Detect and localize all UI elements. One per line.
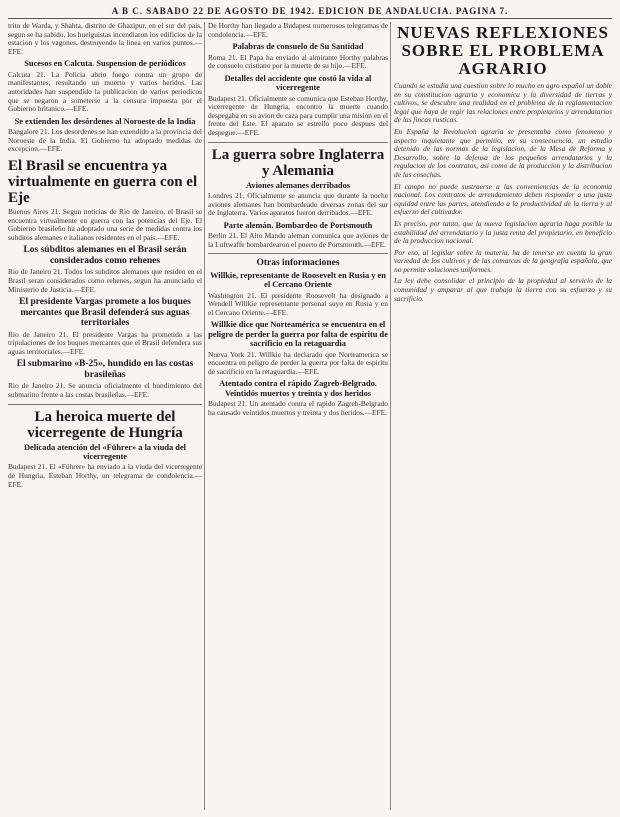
article-text: Rio de Janeiro 21. El presidente Vargas ha prometido a las tripulaciones de los buques mercantes que el Brasil defendera sus aguas territoriales.—EFE.: [8, 329, 202, 356]
article-text: Berlin 21. El Alto Mando aleman comunica que aviones de la Luftwaffe bombardearon el puerto de Portsmouth.—EFE.: [208, 231, 388, 249]
column-3: [394, 22, 612, 810]
page-title: NUEVAS REFLEXIONES SOBRE EL PROBLEMA AGRARIO: [397, 23, 609, 78]
article-text: De Horthy han llegado a Budapest numerosos telegramas de condolencia.—EFE.: [208, 22, 388, 39]
headline: La heroica muerte del vicerregente de Hungría: [27, 408, 183, 441]
headline: Detalles del accidente que costó la vida al vicerregente: [224, 73, 372, 93]
headline: El submarino «B-25», hundido en las costas brasileñas: [16, 359, 194, 380]
article-text: Buenos Aires 21. Segun noticias de Rio de Janeiro, el Brasil se encuentra virtualmente en guerra con las potencias del Eje. El Gobierno brasileño ha adoptado una serie de medidas contra los subditos alemanes e italianos residentes en el pais.—EFE.: [8, 206, 202, 242]
headline: Los súbditos alemanes en el Brasil serán considerados como rehenes: [23, 245, 187, 266]
article-text: trito de Warda, y Shahta, distrito de Ghazipur, en el sur del pais, segun se ha sabido, los huelguistas incendiaron los edificios de la estacion y los vagones, destruyendo la linea en varios puntos.—EFE.: [8, 22, 202, 56]
article-text: Bangalore 21. Los desordenes se han extendido a la provincia del Noroeste de la India. El Gobierno ha adoptado medidas de excepcion.—EFE.: [8, 127, 202, 154]
headline: El Brasil se encuentra ya virtualmente en guerra con el Eje: [8, 157, 198, 206]
article-text: Calcuta 21. La Policia abrio fuego contra un grupo de manifestantes, resultando un muerto y varios heridos. Las autoridades han suspendido la publicacion de varios periodicos que se negaron a someterse a la censura impuesta por el Gobierno britanico.—EFE.: [8, 69, 202, 114]
headline: Atentado contra el rápido Zagreb-Belgrado. Veintidós muertos y treinta y dos heridos: [219, 379, 377, 398]
article-text: Roma 21. El Papa ha enviado al almirante Horthy palabras de consuelo cristiano por la muerte de su hijo.—EFE.: [208, 52, 388, 71]
article-text: Cuando se estudia una cuestion sobre lo mucho en agro español un doble en su constitucion agraria y economica y la diversidad de tierras y cultivos, se descubre una realidad en el problema de la reglamentacion legal que haya de regir las relaciones entre propietarios y arrendatarios de las fincas rusticas.: [394, 81, 612, 125]
article-text: Por eso, al legislar sobre la materia, ha de tenerse en cuenta la gran variedad de los cultivos y de las comarcas de la geografia española, que no permite soluciones uniformes.: [394, 247, 612, 274]
headline: Otras informaciones: [256, 258, 340, 269]
headline: Se extienden los desórdenes al Noroeste de la India: [14, 116, 196, 126]
divider: [8, 404, 202, 405]
headline: La guerra sobre Inglaterra y Alemania: [211, 146, 385, 179]
divider: [208, 142, 388, 143]
column-rule: [204, 22, 205, 810]
column-2: [208, 22, 388, 810]
headline: El presidente Vargas promete a los buques mercantes que Brasil defenderá sus aguas territoriales: [19, 297, 191, 329]
article-text: Londres 21. Oficialmente se anuncia que durante la noche aviones alemanes han bombardeado diversas zonas del sur de Inglaterra. Varios aparatos fueron derribados.—EFE.: [208, 190, 388, 218]
article-text: Budapest 21. Un atentado contra el rapido Zagreb-Belgrado ha causado veintidos muertos y treinta y dos heridos.—EFE.: [208, 399, 388, 417]
article-text: Es preciso, por tanto, que la nueva legislacion agraria haga posible la estabilidad del arrendatario y la justa renta del propietario, en beneficio de la produccion nacional.: [394, 218, 612, 246]
column-rule: [390, 22, 391, 810]
headline: Parte alemán. Bombardeo de Portsmouth: [223, 220, 373, 230]
newspaper-page: [8, 6, 612, 810]
column-1: [8, 22, 202, 810]
article-text: Rio de Janeiro 21. Todos los subditos alemanes que residen en el Brasil seran considerados como rehenes, segun ha anunciado el Ministerio de Justicia.—EFE.: [8, 267, 202, 294]
headline: Willkie dice que Norteamérica se encuentra en el peligro de perder la guerra por falta de espíritu de sacrificio en la retaguardia: [208, 320, 388, 349]
subheadline: Aviones alemanes derribados: [245, 180, 351, 190]
headline: Willkie, representante de Roosevelt en Rusia y en el Cercano Oriente: [210, 270, 386, 290]
headline: Palabras de consuelo de Su Santidad: [232, 42, 364, 52]
headline: Sucesos en Calcuta. Suspension de periódicos: [24, 59, 186, 69]
article-text: Washington 21. El presidente Roosevelt ha designado a Wendell Willkie representante personal suyo en Rusia y en el Cercano Oriente.—EFE.: [208, 290, 388, 317]
article-text: Budapest 21. Oficialmente se comunica que Esteban Horthy, vicerregente de Hungria, encontro la muerte cuando despegaba en su avion de caza para cumplir una mision en el frente del Este. El aparato se estrello poco despues del despegue.—EFE.: [208, 93, 388, 137]
divider: [208, 253, 388, 254]
subheadline: Delicada atención del «Führer» a la viuda del vicerregente: [24, 442, 186, 461]
article-text: Budapest 21. El «Führer» ha enviado a la viuda del vicerregente de Hungria, Esteban Horthy, un telegrama de condolencia.—EFE.: [8, 462, 202, 489]
article-text: El campo no puede sustraerse a las conveniencias de la economia nacional. Los contratos de arrendamiento deben responder a una justa equidad entre las partes, atendiendo a la productividad de la tierra y al esfuerzo del cultivador.: [394, 181, 612, 217]
article-text: La ley debe consolidar el principio de la propiedad al servicio de la comunidad y amparar al que trabaja la tierra con su esfuerzo y su sacrificio.: [394, 276, 612, 303]
article-text: Nueva York 21. Willkie ha declarado que Norteamerica se encuentra en peligro de perder la guerra por falta de espiritu de sacrificio en la retaguardia.—EFE.: [208, 349, 388, 376]
page-header: A B C. SABADO 22 DE AGOSTO DE 1942. EDICION DE ANDALUCIA. PAGINA 7.: [8, 6, 612, 19]
article-text: En España la Revolucion agraria se presentaba como fenomeno y aspecto inquietante que permitio, en su consecuencia, un estudio detenido de las normas de la legislacion, de la Mesa de Reforma y Desarrollo, sobre la defensa de los pequeños arrendatarios y la regulacion de los contratos, asi como de la produccion y la distribucion de las cosechas.: [394, 126, 612, 179]
article-text: Rio de Janeiro 21. Se anuncia oficialmente el hundimiento del submarino frente a las costas brasileñas.—EFE.: [8, 381, 202, 399]
